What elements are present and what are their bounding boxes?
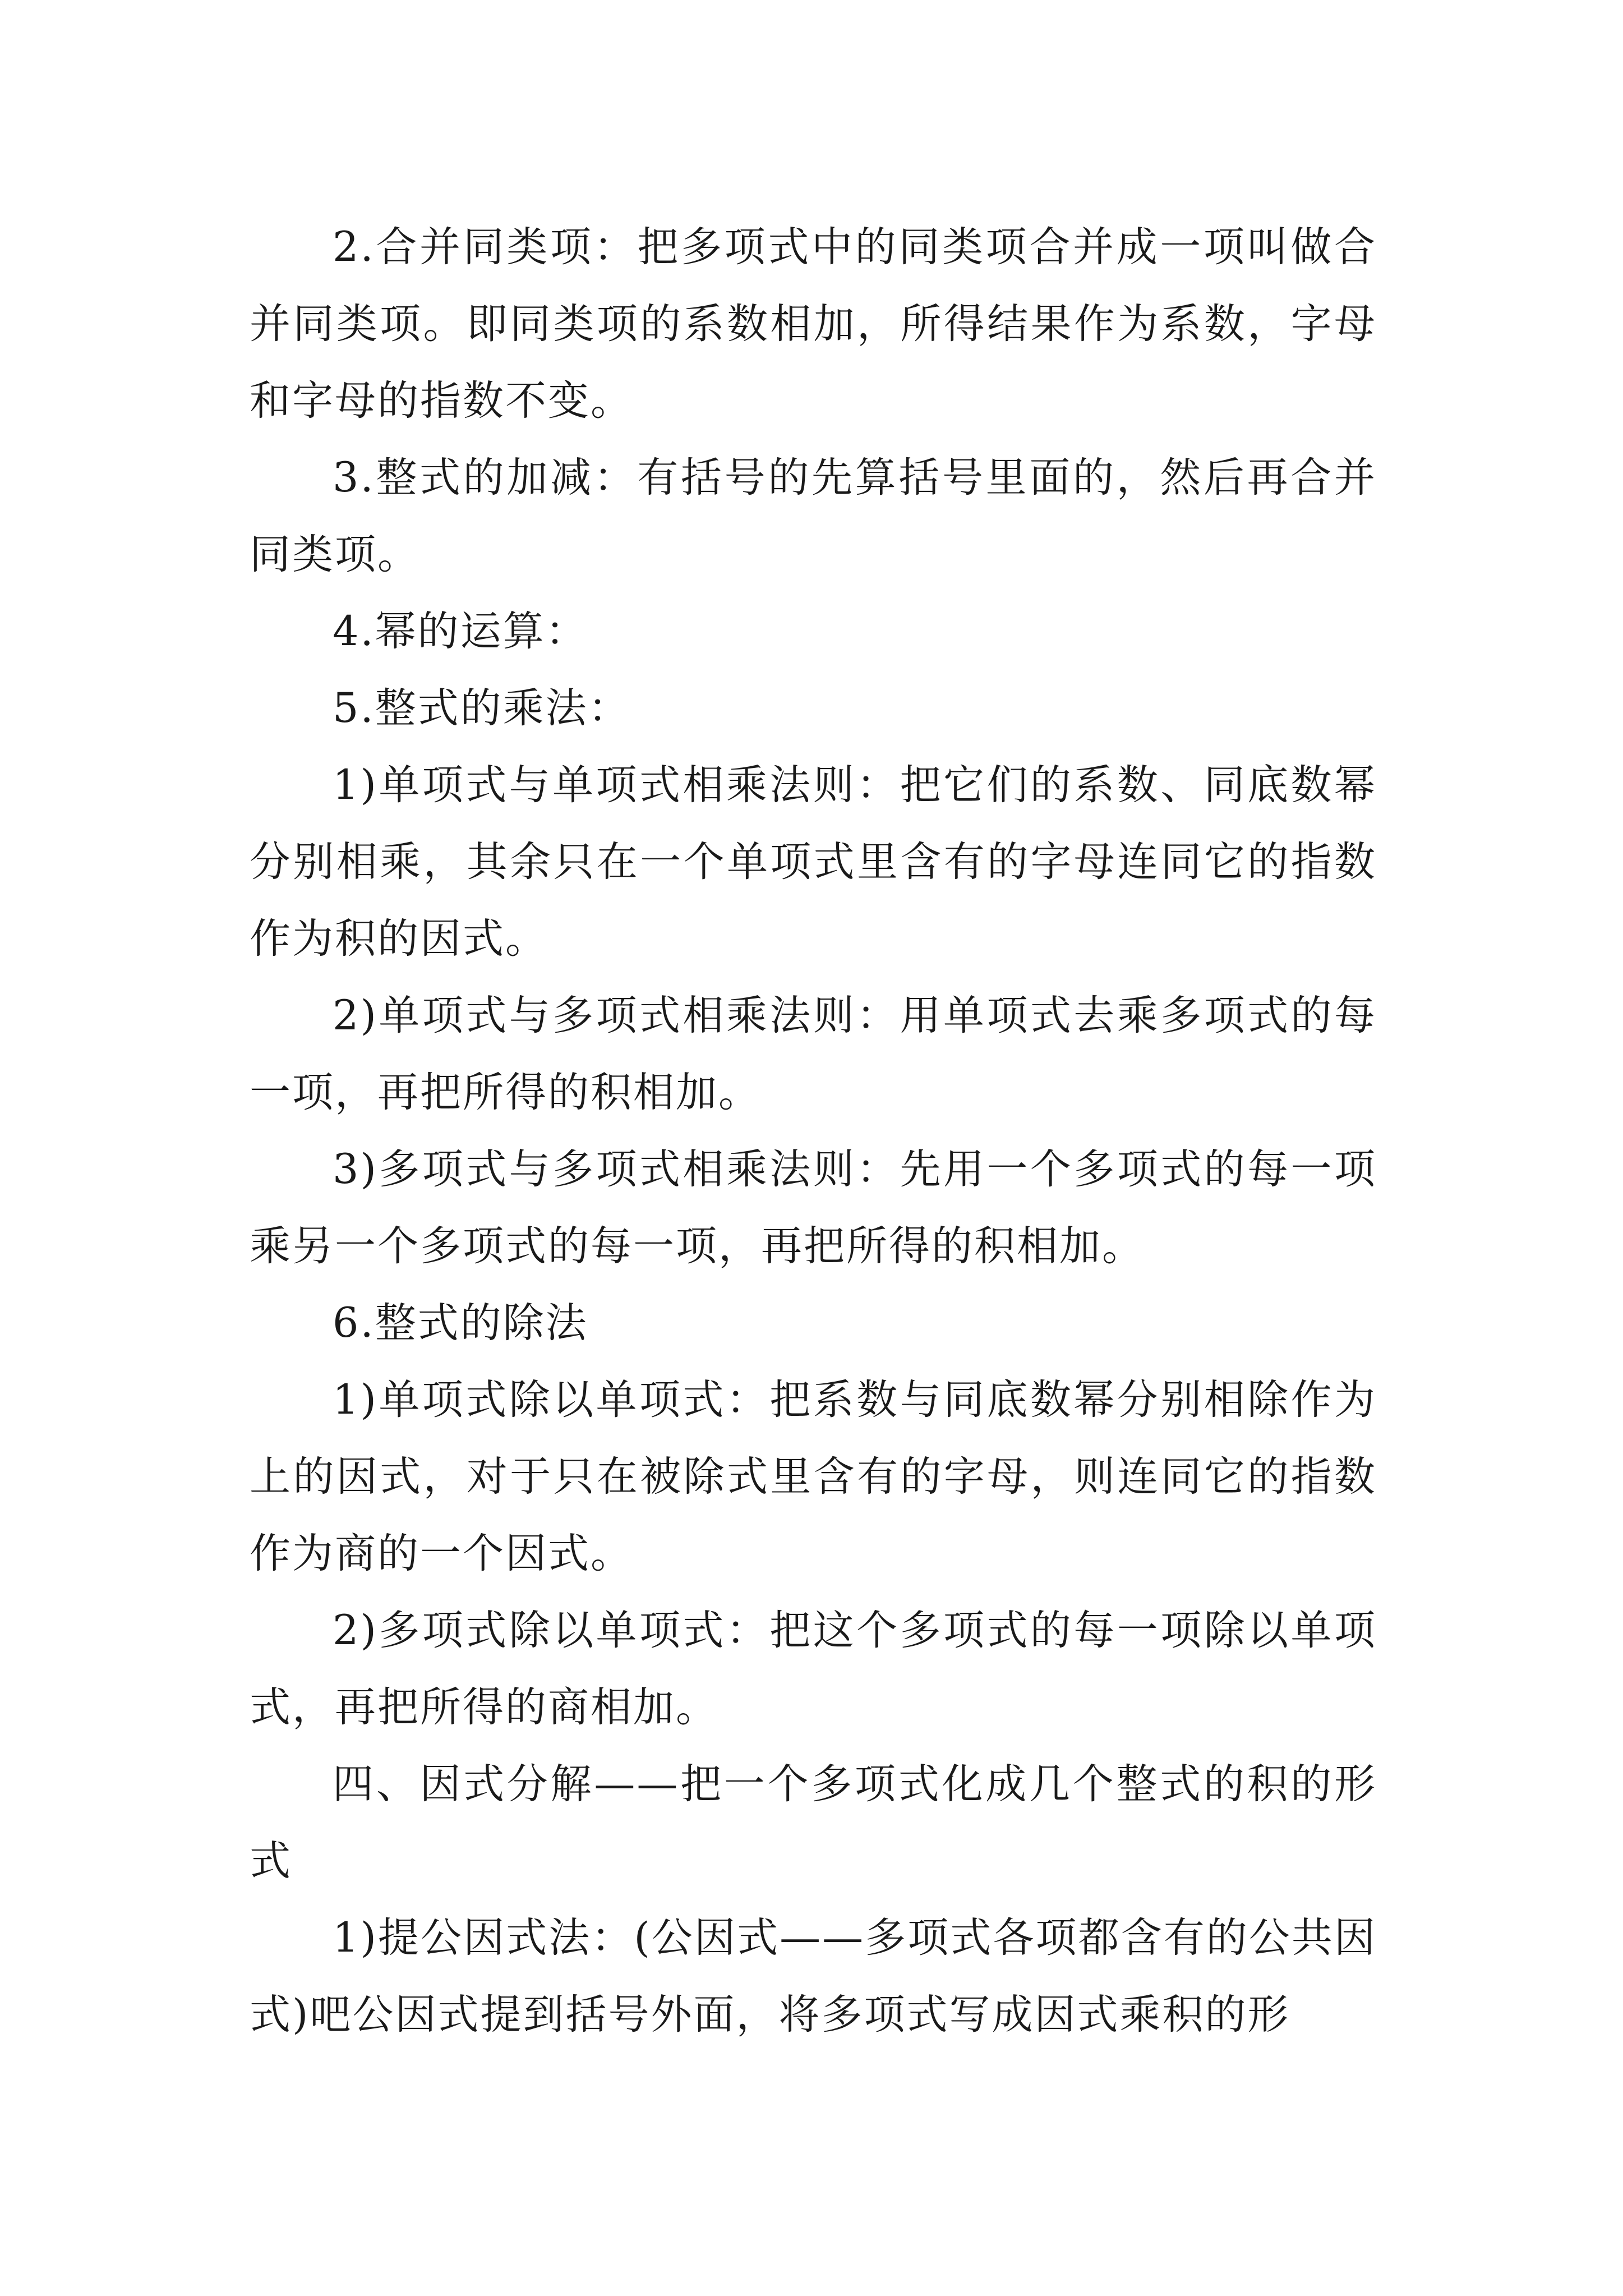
paragraph-mono-mono-divide: 1)单项式除以单项式：把系数与同底数幂分别相除作为上的因式，对于只在被除式里含有的字母，则连同它的指数作为商的一个因式。 bbox=[250, 1376, 1377, 1577]
paragraph-combine-like-terms: 2.合并同类项：把多项式中的同类项合并成一项叫做合并同类项。即同类项的系数相加，所得结果作为系数，字母和字母的指数不变。 bbox=[250, 223, 1377, 425]
paragraph-poly-poly-multiply: 3)多项式与多项式相乘法则：先用一个多项式的每一项乘另一个多项式的每一项，再把所得的积相加。 bbox=[250, 1145, 1377, 1270]
paragraph-factorization-heading: 四、因式分解——把一个多项式化成几个整式的积的形式 bbox=[250, 1760, 1377, 1885]
paragraph-power-operations: 4.幂的运算： bbox=[333, 608, 588, 655]
paragraph-add-subtract: 3.整式的加减：有括号的先算括号里面的，然后再合并同类项。 bbox=[250, 454, 1377, 578]
paragraph-mono-mono-multiply: 1)单项式与单项式相乘法则：把它们的系数、同底数幂分别相乘，其余只在一个单项式里含有的字母连同它的指数作为积的因式。 bbox=[250, 761, 1377, 963]
paragraph-mono-poly-multiply: 2)单项式与多项式相乘法则：用单项式去乘多项式的每一项，再把所得的积相加。 bbox=[250, 992, 1377, 1116]
paragraph-multiplication-heading: 5.整式的乘法： bbox=[333, 684, 631, 732]
paragraph-poly-mono-divide: 2)多项式除以单项式：把这个多项式的每一项除以单项式，再把所得的商相加。 bbox=[250, 1607, 1377, 1731]
document-body bbox=[250, 209, 1377, 2053]
paragraph-division-heading: 6.整式的除法 bbox=[333, 1299, 588, 1347]
paragraph-common-factor-method: 1)提公因式法：(公因式——多项式各项都含有的公共因式)吧公因式提到括号外面，将多项式写成因式乘积的形 bbox=[250, 1914, 1377, 2039]
